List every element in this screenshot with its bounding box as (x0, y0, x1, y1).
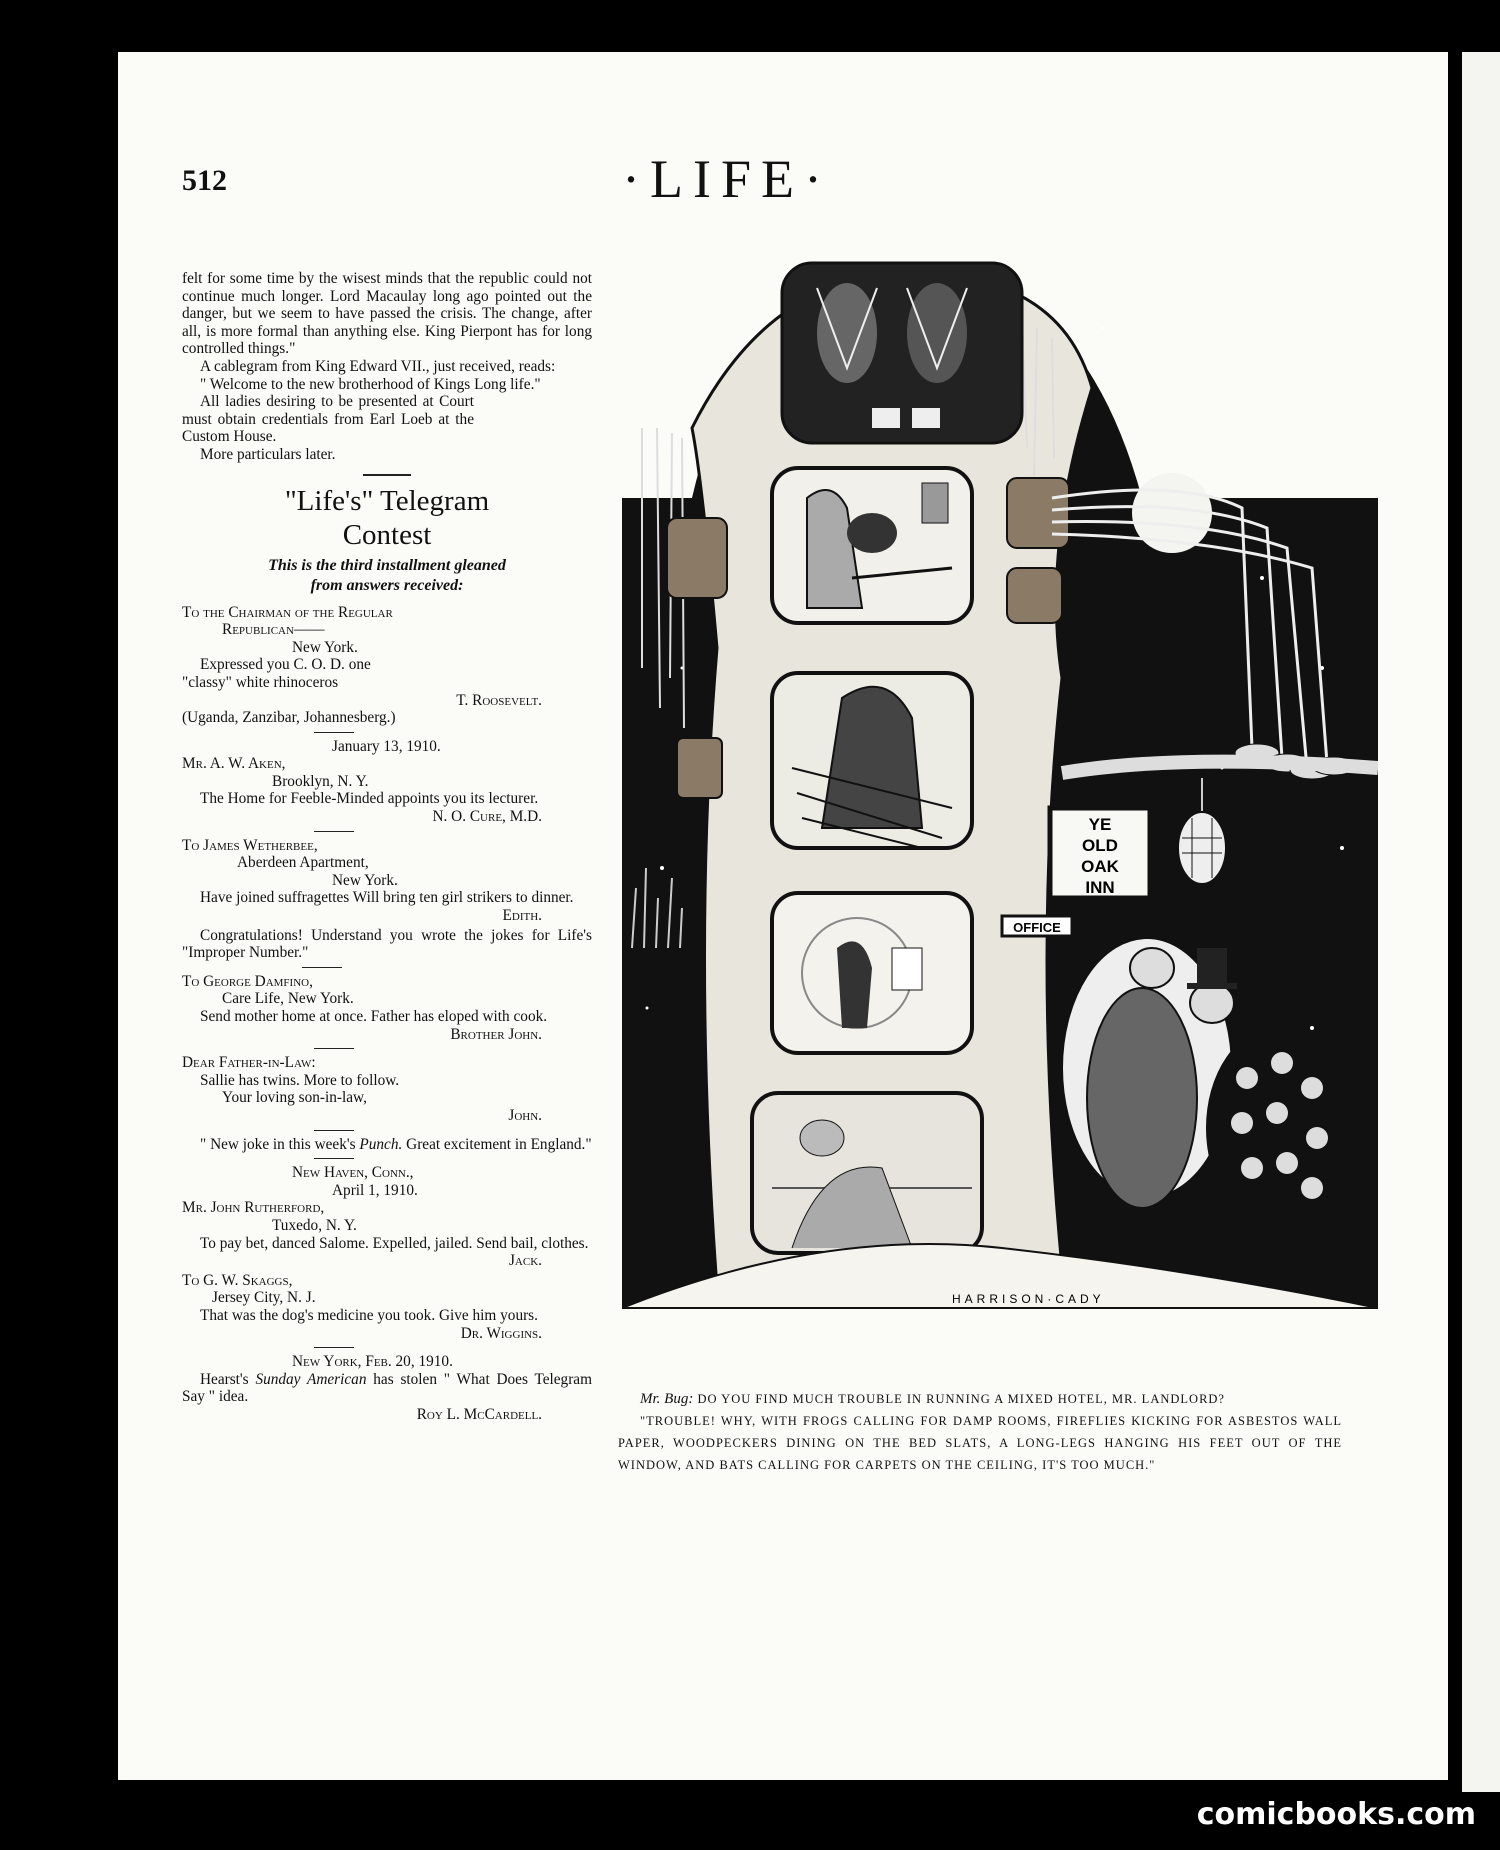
telegram-place: Jersey City, N. J. (212, 1289, 316, 1307)
telegram-signature: Dr. Wiggins. (460, 1324, 542, 1342)
telegram-body: To pay bet, danced Salome. Expelled, jailed. Send bail, clothes. (200, 1234, 589, 1252)
telegram-recipient: To James Wetherbee, (182, 836, 318, 854)
sign-ye: YE (1088, 815, 1112, 834)
telegram-body-italic: Punch. (359, 1135, 403, 1153)
artist-signature: HARRISON·CADY (952, 1292, 1105, 1306)
telegram-4 (182, 927, 592, 962)
caption-speaker: Mr. Bug: (640, 1391, 694, 1407)
telegram-body-1: Sallie has twins. More to follow. (200, 1071, 400, 1089)
telegram-6 (182, 1054, 592, 1124)
telegram-recipient: To the Chairman of the Regular (182, 603, 393, 621)
caption-reply: "TROUBLE! WHY, WITH FROGS CALLING FOR DAMP ROOMS, FIREFLIES KICKING FOR ASBESTOS WALL PAPER, WOODPECKERS DINING ON THE BED SLATS, A LONG-LEGS HANGING HIS FEET OUT OF THE WINDOW, AND BATS CALLING FOR CARPETS ON THE CEILING, IT'S TOO MUCH." (618, 1414, 1342, 1472)
telegram-signature: Edith. (502, 907, 542, 925)
telegram-recipient: To G. W. Skaggs, (182, 1271, 293, 1289)
telegram-body (182, 1371, 592, 1406)
telegram-body: Have joined suffragettes Will bring ten girl strikers to dinner. (200, 889, 574, 907)
telegram-signature: Brother John. (450, 1025, 542, 1043)
intro-paragraph-5: More particulars later. (200, 445, 336, 463)
telegram-8 (182, 1164, 592, 1270)
contest-subtitle (182, 556, 592, 596)
telegram-signature: John. (508, 1106, 542, 1124)
telegram-body-a: Hearst's (200, 1370, 256, 1388)
contest-title-line-2: Contest (342, 518, 432, 551)
telegram-recipient: Dear Father-in-Law: (182, 1054, 316, 1072)
telegram-body: Send mother home at once. Father has eloped with cook. (200, 1008, 548, 1025)
telegram-rule (302, 967, 342, 968)
telegram-1 (182, 604, 592, 727)
tree-hotel-drawing (622, 248, 1378, 1382)
telegram-place: New Haven, Conn., (292, 1164, 414, 1182)
telegram-9 (182, 1272, 592, 1342)
telegram-recipient-2: Republican—— (222, 621, 325, 639)
intro-paragraph-4: All ladies desiring to be presented at Court must obtain credentials from Earl Loeb at the Custom House. (182, 393, 474, 446)
facing-page-edge (1462, 52, 1500, 1792)
masthead-title: ·LIFE· (622, 149, 832, 209)
telegram-7 (182, 1136, 592, 1154)
telegram-date: January 13, 1910. (332, 737, 441, 755)
telegram-place-2: New York. (332, 871, 398, 889)
telegram-body: That was the dog's medicine you took. Give him yours. (200, 1306, 538, 1324)
telegram-place: New York. (292, 638, 358, 656)
telegram-body (182, 1136, 592, 1154)
caption-question-text: DO YOU FIND MUCH TROUBLE IN RUNNING A MIXED HOTEL, MR. LANDLORD? (697, 1392, 1225, 1406)
watermark: comicbooks.com (1196, 1797, 1476, 1832)
intro-paragraph-3: " Welcome to the new brotherhood of Kings Long life." (200, 375, 541, 393)
telegram-note: (Uganda, Zanzibar, Johannesberg.) (182, 709, 396, 727)
telegram-recipient: Mr. A. W. Aken, (182, 755, 286, 773)
office-label: OFFICE (1013, 920, 1061, 935)
telegram-recipient: To George Damfino, (182, 972, 313, 990)
telegram-3 (182, 837, 592, 925)
telegram-place: New York, Feb. 20, 1910. (292, 1353, 453, 1371)
telegram-rule (314, 732, 354, 733)
telegram-place: Brooklyn, N. Y. (272, 772, 369, 790)
telegram-signature: Jack. (508, 1252, 542, 1270)
telegram-body-2: Your loving son-in-law, (222, 1089, 367, 1107)
room-firefly (772, 468, 972, 623)
cartoon-illustration (622, 248, 1378, 1382)
telegram-rule (314, 1048, 354, 1049)
room-frog (752, 1093, 982, 1253)
telegram-rule (314, 1158, 354, 1159)
room-bats (782, 263, 1022, 443)
telegram-recipient-place: Tuxedo, N. Y. (272, 1216, 357, 1234)
sign-inn: INN (1085, 878, 1115, 897)
contest-subtitle-line-2: from answers received: (310, 576, 464, 594)
page-number: 512 (182, 164, 227, 197)
telegram-signature: Roy L. McCardell. (416, 1405, 542, 1423)
room-cricket (772, 893, 972, 1053)
cartoon-caption (618, 1388, 1342, 1476)
telegram-place: Aberdeen Apartment, (237, 854, 369, 872)
telegram-rule (314, 1130, 354, 1131)
telegram-place: Care Life, New York. (222, 990, 354, 1008)
telegram-body-italic: Sunday American (255, 1370, 367, 1388)
telegram-body-1: Expressed you C. O. D. one (200, 656, 371, 674)
intro-paragraph-1: felt for some time by the wisest minds that the republic could not continue much longer. Lord Macaulay long ago pointed out the danger, but we seem to have passed the crisis. The change, after all, is more formal than anything else. King Pierpont has for long controlled things." (182, 270, 592, 358)
telegram-body-a: " New joke in this week's (200, 1135, 360, 1153)
contest-subtitle-line-1: This is the third installment gleaned (268, 556, 506, 574)
intro-paragraph-2: A cablegram from King Edward VII., just received, reads: (200, 357, 556, 375)
telegram-recipient: Mr. John Rutherford, (182, 1199, 325, 1217)
sign-old: OLD (1082, 836, 1118, 855)
office-sign (1002, 916, 1072, 936)
caption-question (618, 1388, 1342, 1410)
telegram-signature: T. Roosevelt. (456, 691, 542, 709)
telegram-body: The Home for Feeble-Minded appoints you its lecturer. (200, 790, 539, 808)
telegram-5 (182, 973, 592, 1043)
inn-sign (1050, 808, 1150, 898)
contest-title-line-1: "Life's" Telegram (284, 484, 490, 517)
text-column (182, 270, 592, 1425)
telegram-body: Congratulations! Understand you wrote the jokes for Life's "Improper Number." (182, 926, 592, 962)
telegram-body-b: has stolen " What Does Telegram Say " idea. (182, 1370, 592, 1406)
telegram-10 (182, 1353, 592, 1423)
telegram-body-b: Great excitement in England." (406, 1135, 592, 1153)
telegram-rule (314, 1347, 354, 1348)
sign-oak: OAK (1081, 857, 1119, 876)
telegram-2 (182, 738, 592, 826)
telegram-date: April 1, 1910. (332, 1181, 418, 1199)
contest-title (182, 484, 592, 552)
telegram-body-2: "classy" white rhinoceros (182, 673, 339, 691)
section-rule (363, 474, 411, 476)
telegram-signature: N. O. Cure, M.D. (432, 808, 542, 826)
room-woodpecker (772, 673, 972, 848)
telegram-rule (314, 831, 354, 832)
